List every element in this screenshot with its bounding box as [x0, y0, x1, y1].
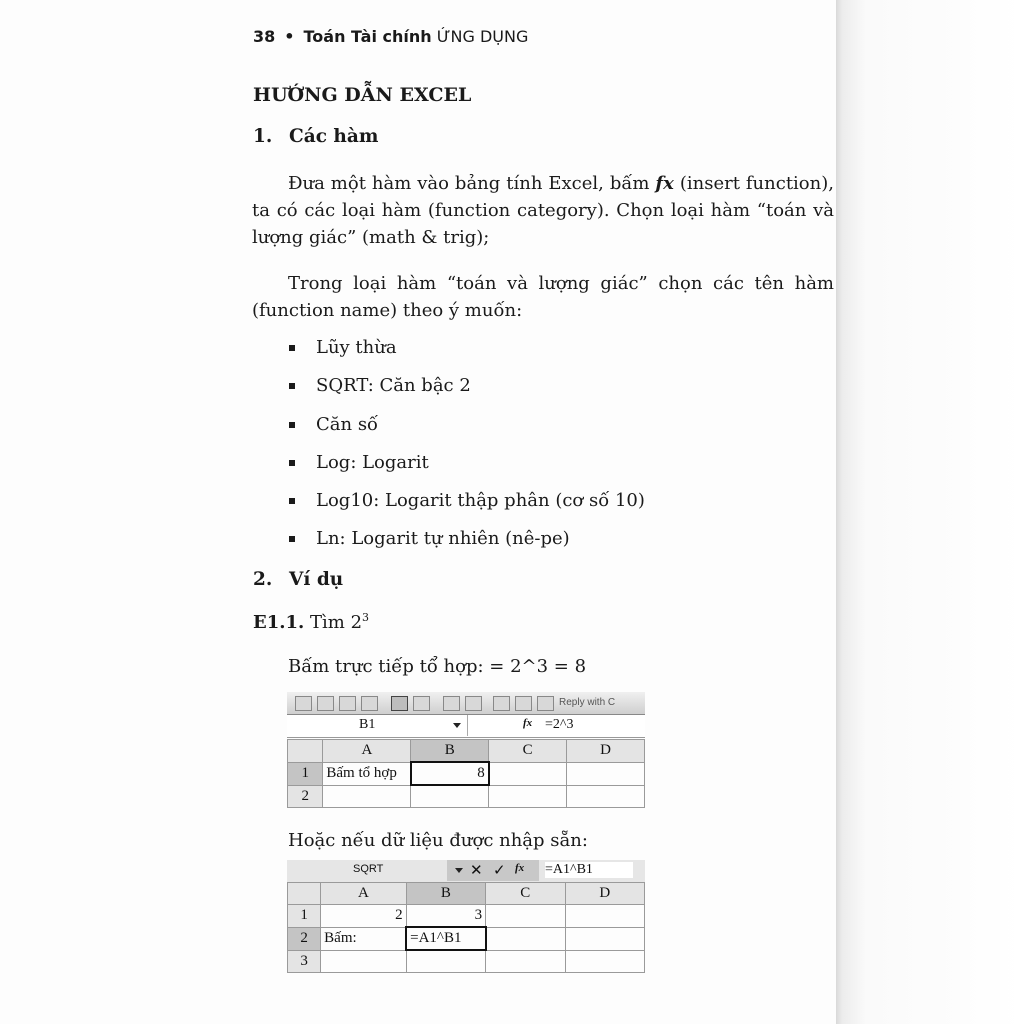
reply-with-changes-button[interactable]: Reply with C [559, 697, 616, 708]
bullet-square-icon [289, 498, 295, 504]
cell-d2[interactable] [567, 785, 645, 808]
column-header-row [288, 740, 645, 763]
column-header-c[interactable]: C [489, 740, 567, 763]
bullet-square-icon [289, 422, 295, 428]
bullet-square-icon [289, 460, 295, 466]
section-1-heading [253, 126, 378, 147]
row-header[interactable]: 1 [288, 905, 321, 928]
chevron-down-icon[interactable] [453, 723, 461, 728]
list-item: Ln: Logarit tự nhiên (nê-pe) [288, 527, 645, 565]
print-icon[interactable] [361, 696, 378, 711]
cell-b2[interactable]: =A1^B1 [406, 927, 485, 950]
formula-bar [287, 715, 645, 738]
chevron-down-icon[interactable] [455, 868, 463, 873]
chapter-heading: HƯỚNG DẪN EXCEL [253, 84, 472, 106]
bullet-square-icon [289, 383, 295, 389]
cell-b2[interactable] [411, 785, 489, 808]
cell-d1[interactable] [565, 905, 644, 928]
function-list [288, 336, 645, 566]
instruction-prefilled: Hoặc nếu dữ liệu được nhập sẵn: [288, 830, 588, 851]
column-header-c[interactable]: C [486, 883, 565, 905]
new-icon[interactable] [295, 696, 312, 711]
cell-d2[interactable] [565, 927, 644, 950]
fx-text: fx [655, 173, 674, 194]
row-header[interactable]: 3 [288, 950, 321, 973]
column-header-d[interactable]: D [565, 883, 644, 905]
open-icon[interactable] [317, 696, 334, 711]
copy-icon[interactable] [493, 696, 510, 711]
list-item: SQRT: Căn bậc 2 [288, 374, 645, 412]
insert-function-icon[interactable]: fx [523, 717, 533, 729]
running-header [253, 27, 528, 46]
example-label: E1.1. Tìm $2^3$ [253, 611, 370, 633]
page-number: 38 [253, 27, 276, 46]
section-number: 1. [253, 126, 273, 147]
section-title: Các hàm [289, 126, 379, 147]
row-header[interactable]: 2 [288, 927, 321, 950]
cell-c3[interactable] [486, 950, 565, 973]
table-row [288, 762, 645, 785]
enter-icon[interactable]: ✓ [493, 861, 506, 879]
name-box[interactable]: SQRT [353, 863, 384, 875]
list-item: Lũy thừa [288, 336, 645, 374]
cell-d3[interactable] [565, 950, 644, 973]
name-box[interactable]: B1 [287, 715, 468, 736]
column-header-a[interactable]: A [323, 740, 411, 763]
cell-b3[interactable] [406, 950, 485, 973]
row-header[interactable]: 2 [288, 785, 323, 808]
section-number: 2. [253, 569, 273, 590]
formula-input[interactable]: =2^3 [545, 717, 574, 732]
bullet-square-icon [289, 345, 295, 351]
header-separator: • [284, 27, 295, 46]
book-title-rest: ỨNG DỤNG [431, 27, 529, 46]
excel-screenshot-2 [287, 860, 645, 972]
table-row [288, 905, 645, 928]
cell-b1[interactable]: 3 [406, 905, 485, 928]
formula-input[interactable]: =A1^B1 [545, 862, 633, 878]
cell-c1[interactable] [486, 905, 565, 928]
list-item: Log10: Logarit thập phân (cơ số 10) [288, 489, 645, 527]
formula-bar [287, 860, 645, 883]
excel-screenshot-1 [287, 692, 645, 806]
paste-icon[interactable] [515, 696, 532, 711]
table-row [288, 785, 645, 808]
format-painter-icon[interactable] [391, 696, 408, 711]
cell-a2[interactable]: Bấm: [321, 927, 406, 950]
undo-icon[interactable] [413, 696, 430, 711]
insert-function-icon[interactable]: fx [515, 862, 525, 874]
section-2-heading [253, 569, 343, 590]
cell-d1[interactable] [567, 762, 645, 785]
table-row [288, 927, 645, 950]
instruction-direct: Bấm trực tiếp tổ hợp: = 2^3 = 8 [288, 656, 587, 677]
cell-a1[interactable]: Bấm tổ hợp [323, 762, 411, 785]
cell-a1[interactable]: 2 [321, 905, 406, 928]
cell-c2[interactable] [486, 927, 565, 950]
cell-c1[interactable] [489, 762, 567, 785]
cell-a3[interactable] [321, 950, 406, 973]
cancel-icon[interactable]: ✕ [470, 861, 483, 879]
attach-icon[interactable] [537, 696, 554, 711]
select-all-corner[interactable] [288, 740, 323, 763]
row-header[interactable]: 1 [288, 762, 323, 785]
cell-b1[interactable]: 8 [411, 762, 489, 785]
select-all-corner[interactable] [288, 883, 321, 905]
paragraph-insert-function: Đưa một hàm vào bảng tính Excel, bấm fx (insert function), ta có các loại hàm (function category). Chọn loại hàm “toán và lượng giác” (math & trig); [252, 173, 834, 248]
save-icon[interactable] [339, 696, 356, 711]
book-title-bold: Toán Tài chính [303, 27, 432, 46]
excel-toolbar [287, 692, 645, 715]
column-header-a[interactable]: A [321, 883, 406, 905]
cut-icon[interactable] [465, 696, 482, 711]
sheet-grid [287, 739, 645, 808]
column-header-b[interactable]: B [406, 883, 485, 905]
column-header-d[interactable]: D [567, 740, 645, 763]
paragraph-function-name: Trong loại hàm “toán và lượng giác” chọn các tên hàm (function name) theo ý muốn: [252, 273, 834, 321]
bullet-square-icon [289, 536, 295, 542]
redo-icon[interactable] [443, 696, 460, 711]
table-row [288, 950, 645, 973]
column-header-row [288, 883, 645, 905]
list-item: Căn số [288, 413, 645, 451]
section-title: Ví dụ [289, 569, 344, 590]
page-edge-shadow [836, 0, 1024, 1024]
sheet-grid [287, 882, 645, 973]
cell-a2[interactable] [323, 785, 411, 808]
list-item: Log: Logarit [288, 451, 645, 489]
column-header-b[interactable]: B [411, 740, 489, 763]
cell-c2[interactable] [489, 785, 567, 808]
